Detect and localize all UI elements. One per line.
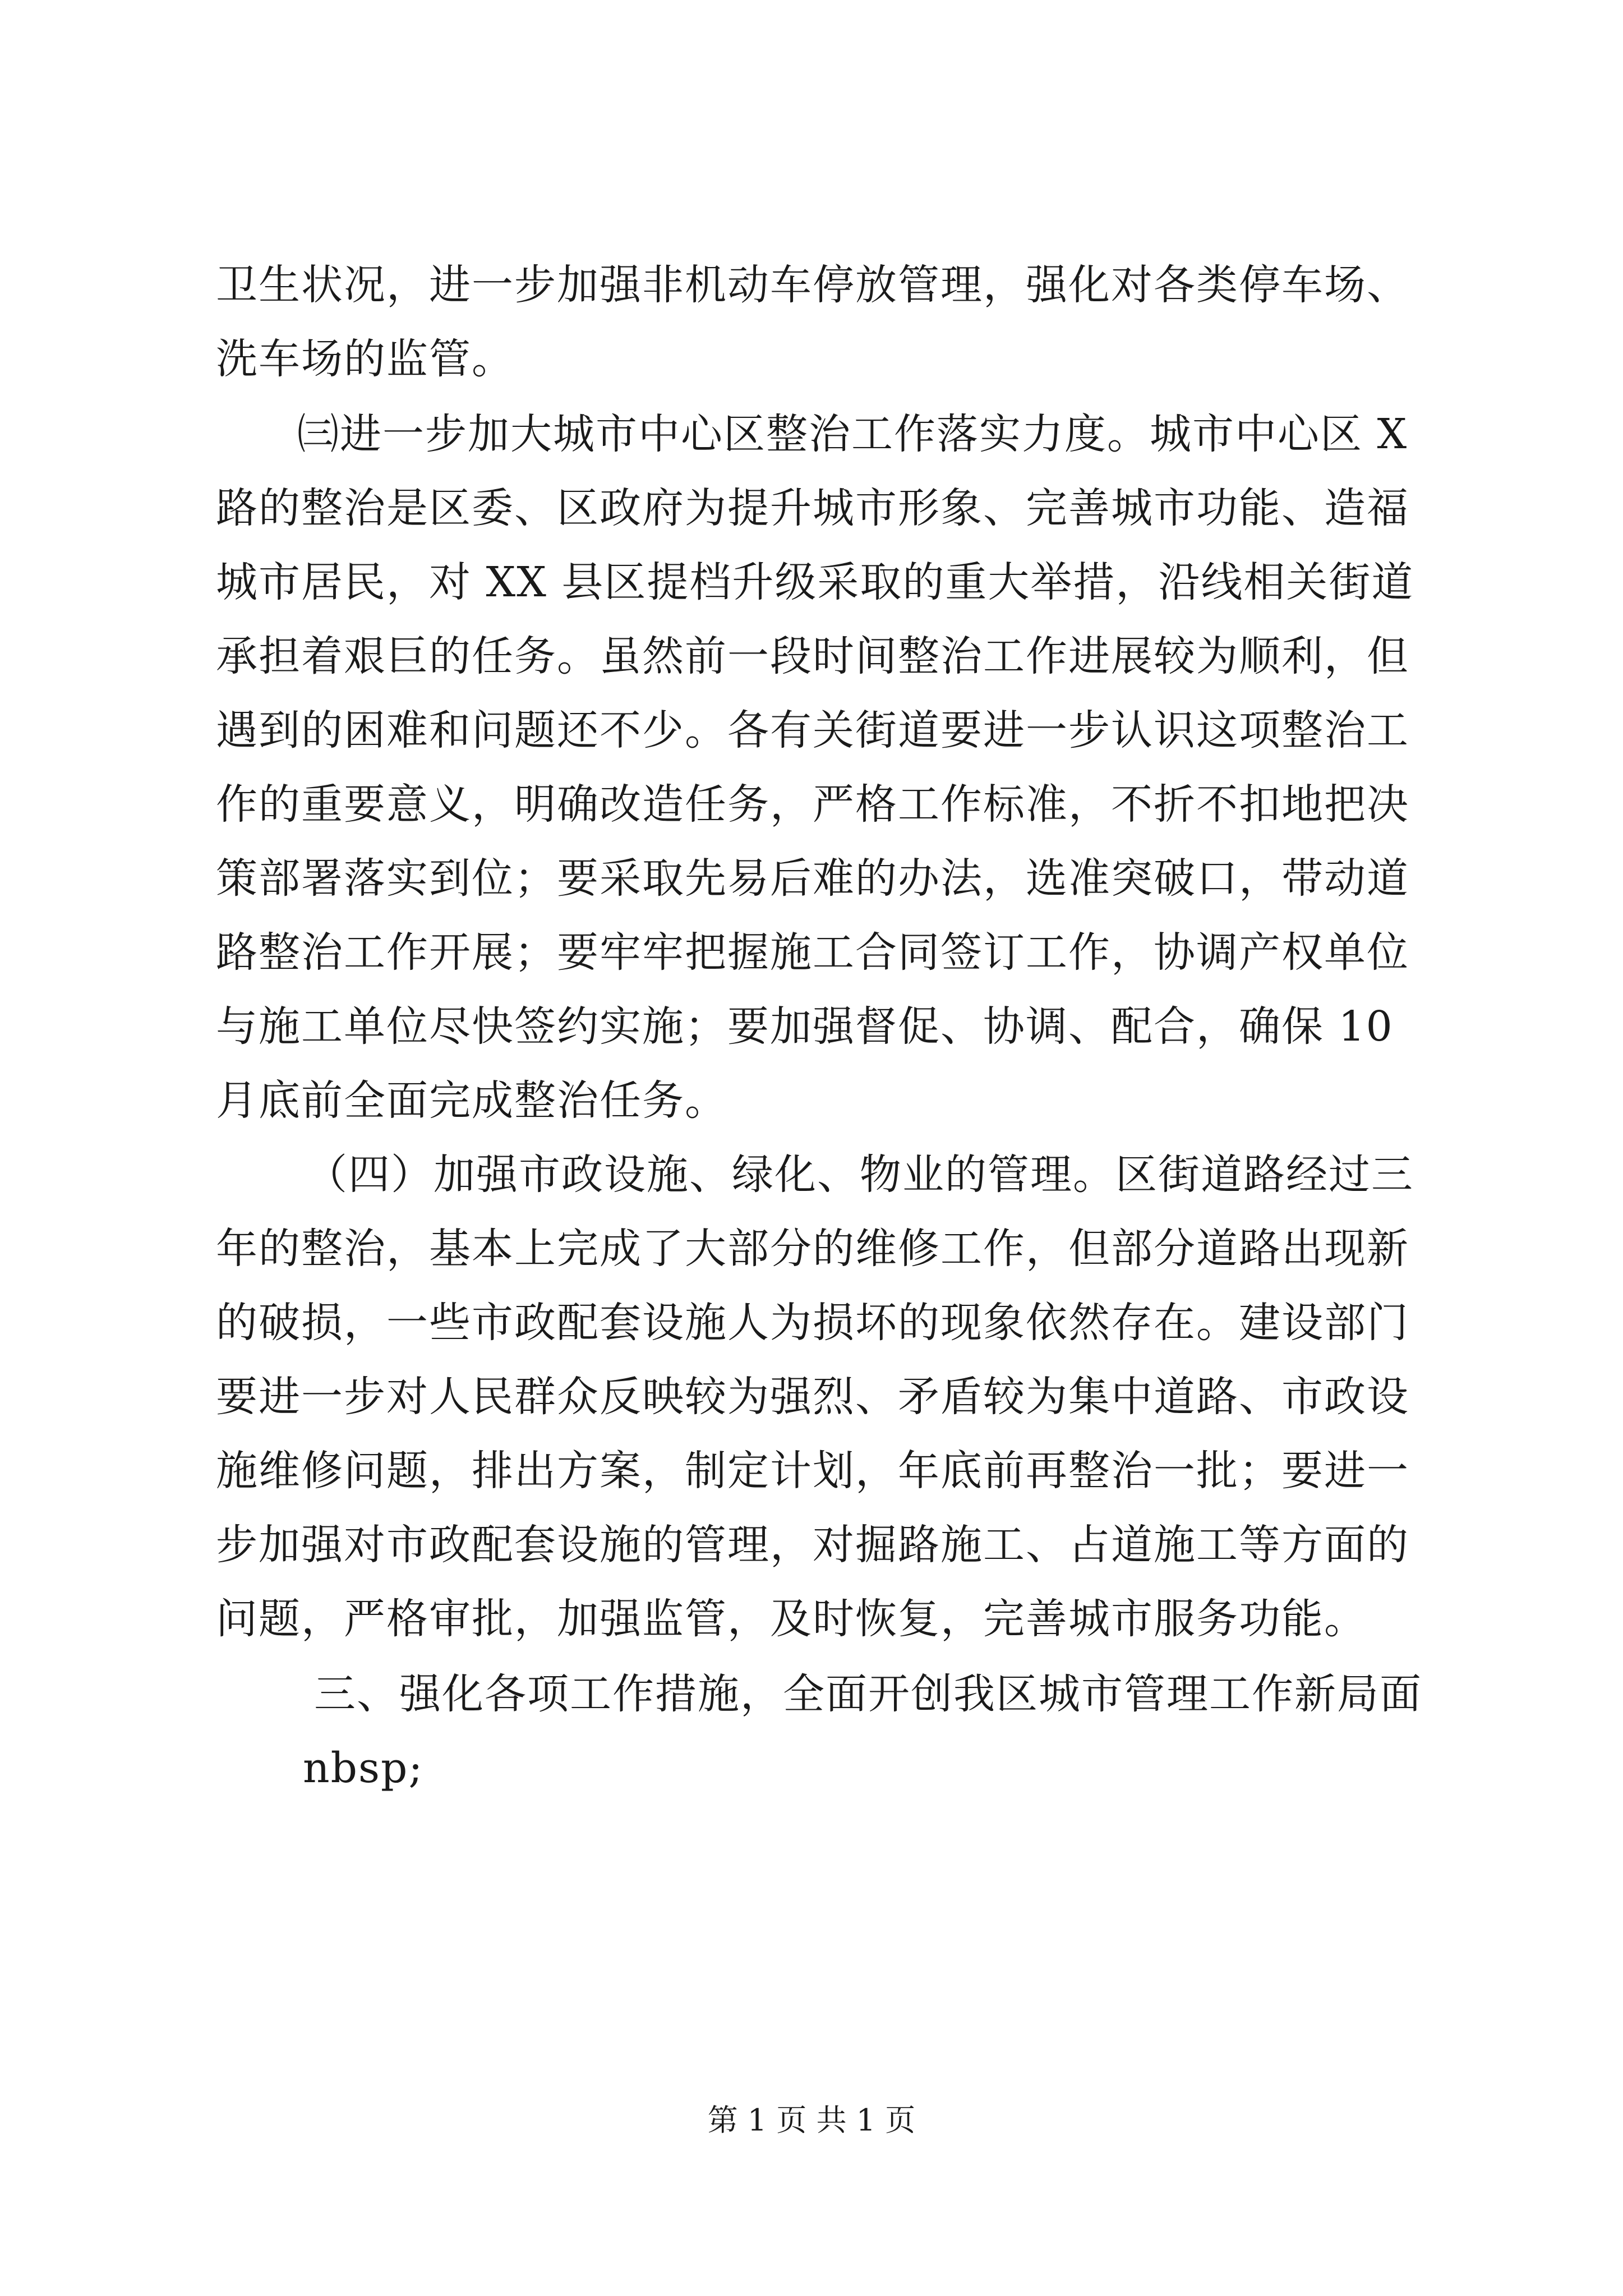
part-3-heading-line: 三、强化各项工作措施，全面开创我区城市管理工作新局面 <box>314 1670 1422 1718</box>
body-text-line: 策部署落实到位；要采取先易后难的办法，选准突破口，带动道 <box>216 854 1409 903</box>
body-text-line: 月底前全面完成整治任务。 <box>216 1076 727 1125</box>
body-text-line: 路的整治是区委、区政府为提升城市形象、完善城市功能、造福 <box>216 484 1409 532</box>
body-text-line: 路整治工作开展；要牢牢把握施工合同签订工作，协调产权单位 <box>216 928 1409 977</box>
body-text-line: 洗车场的监管。 <box>216 335 514 383</box>
body-text-line: 卫生状况，进一步加强非机动车停放管理，强化对各类停车场、 <box>216 261 1409 309</box>
body-text-line: 的破损，一些市政配套设施人为损坏的现象依然存在。建设部门 <box>216 1299 1409 1347</box>
body-text-line: 步加强对市政配套设施的管理，对掘路施工、占道施工等方面的 <box>216 1521 1409 1569</box>
body-text-line: 与施工单位尽快签约实施；要加强督促、协调、配合，确保 10 <box>216 1002 1394 1051</box>
section-4-heading-line: （四）加强市政设施、绿化、物业的管理。区街道路经过三 <box>306 1151 1414 1199</box>
body-text-line: 承担着艰巨的任务。虽然前一段时间整治工作进展较为顺利，但 <box>216 632 1409 680</box>
body-text-line: 问题，严格审批，加强监管，及时恢复，完善城市服务功能。 <box>216 1595 1367 1643</box>
body-text-line: nbsp; <box>303 1744 424 1792</box>
body-text-line: 要进一步对人民群众反映较为强烈、矛盾较为集中道路、市政设 <box>216 1373 1409 1421</box>
body-text-line: 施维修问题，排出方案，制定计划，年底前再整治一批；要进一 <box>216 1447 1409 1495</box>
body-text-line: 城市居民，对 XX 县区提档升级采取的重大举措，沿线相关街道 <box>216 558 1414 606</box>
body-text-line: 遇到的困难和问题还不少。各有关街道要进一步认识这项整治工 <box>216 706 1409 754</box>
section-3-heading-line: ㈢进一步加大城市中心区整治工作落实力度。城市中心区 X <box>297 410 1408 458</box>
body-text-line: 作的重要意义，明确改造任务，严格工作标准，不折不扣地把决 <box>216 780 1409 829</box>
page-number-footer: 第 1 页 共 1 页 <box>707 2102 916 2138</box>
body-text-line: 年的整治，基本上完成了大部分的维修工作，但部分道路出现新 <box>216 1225 1409 1273</box>
